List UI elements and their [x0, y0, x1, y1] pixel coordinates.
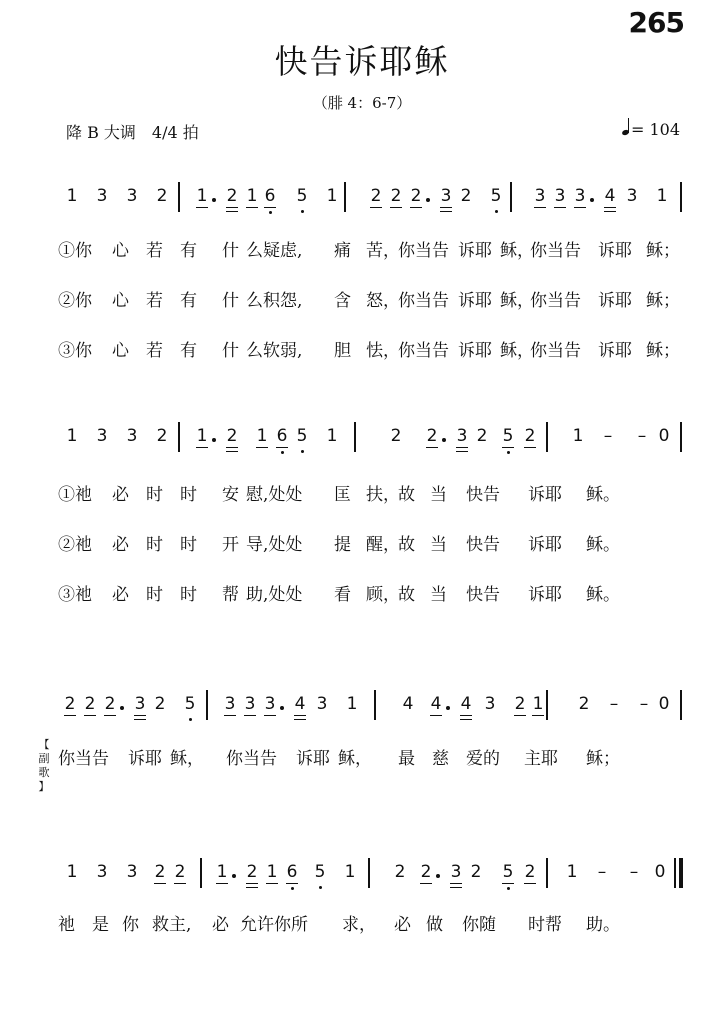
- note-number: 4: [402, 694, 414, 714]
- augmentation-dot: [120, 706, 124, 710]
- underline-eighth: [450, 883, 462, 884]
- lyric-word: 怯，: [366, 341, 400, 361]
- lyric-word: 稣；: [586, 749, 620, 769]
- augmentation-dot: [446, 706, 450, 710]
- lyric-word: 你当告: [398, 291, 449, 311]
- chorus-tag-open: 【: [38, 738, 50, 751]
- note-number: 5: [488, 186, 504, 208]
- underline-eighth: [246, 883, 258, 884]
- note-number: 0: [658, 426, 670, 446]
- note-number: 2: [390, 426, 402, 446]
- note-number: 1: [656, 186, 668, 206]
- lyric-word: 快告: [466, 585, 500, 605]
- lyric-word: 诉耶: [458, 241, 492, 261]
- dash-sustain: –: [609, 694, 619, 714]
- underline-sixteenth: [294, 719, 306, 720]
- final-bar-line-thin: [674, 858, 676, 888]
- note-number: 1: [326, 186, 338, 206]
- lyric-word: 最: [398, 749, 415, 769]
- note-number: 3: [224, 694, 236, 714]
- lyric-word: 当: [430, 485, 447, 505]
- lyric-word: 故: [398, 535, 415, 555]
- underline-eighth: [440, 207, 452, 208]
- lyric-word: 心: [112, 341, 129, 361]
- underline-eighth: [174, 883, 186, 884]
- augmentation-dot: [442, 438, 446, 442]
- lyric-word: 么疑虑,: [246, 241, 303, 261]
- lyric-word: 时帮: [528, 915, 562, 935]
- underline-sixteenth: [134, 719, 146, 720]
- lyric-word: 诉耶: [528, 585, 562, 605]
- lyric-word: 你当告: [398, 341, 449, 361]
- lyric-word: 慰,处处: [246, 485, 303, 505]
- lyric-word: 祂: [58, 915, 75, 935]
- note-number: 1: [66, 426, 78, 446]
- lyric-word: 做: [426, 915, 443, 935]
- underline-eighth: [256, 447, 268, 448]
- note-number: 4: [602, 186, 618, 208]
- note-number: 2: [420, 862, 432, 882]
- note-number: 3: [438, 186, 454, 208]
- lyric-word: 心: [112, 291, 129, 311]
- underline-sixteenth: [456, 451, 468, 452]
- underline-eighth: [604, 207, 616, 208]
- underline-sixteenth: [604, 211, 616, 212]
- note-number: 1: [216, 862, 228, 882]
- lyric-word: ②你: [58, 291, 92, 311]
- note-number: 2: [156, 426, 168, 446]
- underline-eighth: [502, 883, 514, 884]
- underline-eighth: [410, 207, 422, 208]
- key-signature: 降 B 大调 4/4 拍: [66, 123, 199, 142]
- note-number: 3: [96, 186, 108, 206]
- note-number: 2: [476, 426, 488, 446]
- notation-line-2: [56, 416, 686, 448]
- note-number: 4: [292, 694, 308, 716]
- lyric-word: 胆: [334, 341, 351, 361]
- lyric-word: 主耶: [524, 749, 558, 769]
- lyric-word: 你当告: [226, 749, 277, 769]
- note-number: 3: [626, 186, 638, 206]
- underline-eighth: [246, 207, 258, 208]
- lyric-word: 若: [146, 341, 163, 361]
- lyric-word: 允许你所: [240, 915, 308, 935]
- lyric-word: 若: [146, 291, 163, 311]
- lyric-word: ①你: [58, 241, 92, 261]
- underline-eighth: [134, 715, 146, 716]
- dash-sustain: –: [639, 694, 649, 714]
- lyric-word: 痛: [334, 241, 351, 261]
- note-number: 3: [126, 186, 138, 206]
- lyric-word: 你当告: [58, 749, 109, 769]
- underline-eighth: [294, 715, 306, 716]
- lyric-word: 诉耶: [458, 341, 492, 361]
- note-number: 6: [262, 186, 278, 208]
- notation-line-1: [56, 176, 686, 208]
- lyric-word: 助,处处: [246, 585, 303, 605]
- note-number: 2: [154, 862, 166, 882]
- lyric-word: 时: [180, 485, 197, 505]
- lyric-line-2-1: [0, 480, 724, 504]
- lyric-word: ③你: [58, 341, 92, 361]
- underline-eighth: [456, 447, 468, 448]
- lyric-word: 时: [146, 535, 163, 555]
- notation-line-4: [56, 852, 686, 884]
- note-number: 2: [224, 186, 240, 208]
- lyric-word: 稣，: [500, 341, 534, 361]
- note-number: 3: [448, 862, 464, 884]
- lyric-word: 稣；: [646, 341, 680, 361]
- lyric-word: 快告: [466, 485, 500, 505]
- bar-line: [354, 422, 356, 452]
- augmentation-dot: [280, 706, 284, 710]
- lyric-word: 爱的: [466, 749, 500, 769]
- lyric-word: 求，: [342, 915, 376, 935]
- lyric-word: 心: [112, 241, 129, 261]
- underline-sixteenth: [226, 211, 238, 212]
- underline-eighth: [64, 715, 76, 716]
- lyric-word: 安: [222, 485, 239, 505]
- lyric-line-1-2: [0, 286, 724, 310]
- underline-eighth: [390, 207, 402, 208]
- bar-line: [178, 422, 180, 452]
- note-number: 5: [500, 426, 516, 448]
- lyric-word: 看: [334, 585, 351, 605]
- note-number: 6: [284, 862, 300, 884]
- underline-eighth: [426, 447, 438, 448]
- underline-eighth: [524, 447, 536, 448]
- note-number: 2: [470, 862, 482, 882]
- note-stem-icon: [628, 118, 629, 133]
- lyric-word: 时: [146, 485, 163, 505]
- augmentation-dot: [436, 874, 440, 878]
- bar-line: [200, 858, 202, 888]
- underline-eighth: [244, 715, 256, 716]
- lyric-word: 必: [112, 535, 129, 555]
- note-number: 2: [370, 186, 382, 206]
- note-number: 3: [126, 426, 138, 446]
- underline-sixteenth: [450, 887, 462, 888]
- lyric-word: 么积怨,: [246, 291, 303, 311]
- lyric-word: 稣，: [338, 749, 372, 769]
- underline-eighth: [154, 883, 166, 884]
- note-number: 3: [534, 186, 546, 206]
- augmentation-dot: [232, 874, 236, 878]
- underline-eighth: [286, 883, 298, 884]
- note-number: 2: [514, 694, 526, 714]
- note-number: 3: [264, 694, 276, 714]
- lyric-word: 匡: [334, 485, 351, 505]
- lyric-word: 稣，: [500, 241, 534, 261]
- augmentation-dot: [212, 198, 216, 202]
- note-number: 3: [96, 862, 108, 882]
- lyric-word: 开: [222, 535, 239, 555]
- note-number: 1: [66, 186, 78, 206]
- lyric-word: 你: [122, 915, 139, 935]
- note-number: 2: [390, 186, 402, 206]
- note-number: 1: [196, 426, 208, 446]
- bar-line: [546, 690, 548, 720]
- lyric-word: 时: [146, 585, 163, 605]
- underline-sixteenth: [226, 451, 238, 452]
- lyric-word: 有: [180, 241, 197, 261]
- note-number: 3: [244, 694, 256, 714]
- lyric-word: 诉耶: [528, 485, 562, 505]
- note-number: 1: [256, 426, 268, 446]
- dash-sustain: –: [637, 426, 647, 446]
- note-number: 3: [554, 186, 566, 206]
- lyric-line-4-1: [0, 910, 724, 934]
- underline-sixteenth: [246, 887, 258, 888]
- note-number: 2: [524, 862, 536, 882]
- lyric-word: 顾，: [366, 585, 400, 605]
- final-bar-line-thick: [679, 858, 683, 888]
- underline-sixteenth: [460, 719, 472, 720]
- underline-eighth: [276, 447, 288, 448]
- underline-eighth: [430, 715, 442, 716]
- underline-eighth: [84, 715, 96, 716]
- bar-line: [546, 858, 548, 888]
- underline-eighth: [502, 447, 514, 448]
- note-number: 2: [64, 694, 76, 714]
- note-number: 2: [154, 694, 166, 714]
- bar-line: [344, 182, 346, 212]
- bar-line: [680, 182, 682, 212]
- lyric-line-2-2: [0, 530, 724, 554]
- lyric-word: 慈: [432, 749, 449, 769]
- underline-eighth: [264, 715, 276, 716]
- underline-eighth: [532, 715, 544, 716]
- note-number: 2: [426, 426, 438, 446]
- dash-sustain: –: [597, 862, 607, 882]
- lyric-word: 怒，: [366, 291, 400, 311]
- lyric-line-1-1: [0, 236, 724, 260]
- lyric-word: 稣，: [500, 291, 534, 311]
- lyric-word: 助。: [586, 915, 620, 935]
- notation-line-3: [56, 684, 686, 716]
- underline-eighth: [226, 447, 238, 448]
- chorus-tag-char-2: 歌: [38, 766, 50, 779]
- lyric-word: 有: [180, 291, 197, 311]
- underline-sixteenth: [440, 211, 452, 212]
- underline-eighth: [196, 207, 208, 208]
- lyric-line-1-3: [0, 336, 724, 360]
- note-number: 2: [460, 186, 472, 206]
- bar-line: [206, 690, 208, 720]
- note-number: 5: [182, 694, 198, 716]
- chorus-tag-close: 】: [38, 780, 50, 793]
- note-number: 2: [224, 426, 240, 448]
- note-number: 6: [274, 426, 290, 448]
- note-number: 1: [66, 862, 78, 882]
- lyric-word: 有: [180, 341, 197, 361]
- lyric-word: 稣；: [646, 241, 680, 261]
- note-number: 1: [266, 862, 278, 882]
- note-number: 1: [196, 186, 208, 206]
- note-number: 2: [244, 862, 260, 884]
- augmentation-dot: [212, 438, 216, 442]
- lyric-word: 什: [222, 341, 239, 361]
- lyric-word: 什: [222, 241, 239, 261]
- song-title: 快告诉耶稣: [274, 42, 450, 81]
- lyric-word: 诉耶: [598, 241, 632, 261]
- lyric-word: 你当告: [398, 241, 449, 261]
- lyric-word: 你当告: [530, 341, 581, 361]
- note-number: 5: [500, 862, 516, 884]
- lyric-word: 必: [112, 585, 129, 605]
- underline-eighth: [514, 715, 526, 716]
- underline-eighth: [574, 207, 586, 208]
- note-number: 1: [346, 694, 358, 714]
- underline-eighth: [226, 207, 238, 208]
- note-number: 1: [326, 426, 338, 446]
- underline-eighth: [224, 715, 236, 716]
- augmentation-dot: [590, 198, 594, 202]
- lyric-word: 稣。: [586, 585, 620, 605]
- underline-eighth: [524, 883, 536, 884]
- note-number: 5: [294, 186, 310, 208]
- lyric-word: 诉耶: [528, 535, 562, 555]
- lyric-word: 故: [398, 485, 415, 505]
- note-number: 0: [654, 862, 666, 882]
- lyric-word: 帮: [222, 585, 239, 605]
- underline-eighth: [534, 207, 546, 208]
- note-number: 3: [484, 694, 496, 714]
- lyric-word: 提: [334, 535, 351, 555]
- lyric-word: 必: [112, 485, 129, 505]
- lyric-word: 时: [180, 535, 197, 555]
- note-number: 1: [246, 186, 258, 206]
- note-number: 1: [572, 426, 584, 446]
- bar-line: [178, 182, 180, 212]
- scripture-reference: （腓 4：6-7）: [312, 94, 412, 112]
- lyric-word: ①祂: [58, 485, 92, 505]
- note-number: 3: [96, 426, 108, 446]
- underline-eighth: [264, 207, 276, 208]
- dash-sustain: –: [603, 426, 613, 446]
- tempo-marking: [622, 120, 680, 139]
- note-number: 3: [574, 186, 586, 206]
- bar-line: [680, 422, 682, 452]
- lyric-word: 稣，: [170, 749, 204, 769]
- bar-line: [680, 690, 682, 720]
- note-number: 4: [458, 694, 474, 716]
- lyric-word: 当: [430, 585, 447, 605]
- underline-eighth: [460, 715, 472, 716]
- underline-eighth: [420, 883, 432, 884]
- lyric-word: 是: [92, 915, 109, 935]
- lyric-word: 救主,: [152, 915, 192, 935]
- note-number: 2: [104, 694, 116, 714]
- bar-line: [374, 690, 376, 720]
- underline-eighth: [104, 715, 116, 716]
- note-number: 3: [454, 426, 470, 448]
- lyric-word: 当: [430, 535, 447, 555]
- lyric-word: 必: [394, 915, 411, 935]
- lyric-word: 故: [398, 585, 415, 605]
- lyric-word: ②祂: [58, 535, 92, 555]
- note-number: 1: [344, 862, 356, 882]
- lyric-word: ③祂: [58, 585, 92, 605]
- note-number: 1: [566, 862, 578, 882]
- lyric-word: 你随: [462, 915, 496, 935]
- chorus-tag-char-1: 副: [38, 752, 50, 765]
- lyric-word: 快告: [466, 535, 500, 555]
- note-number: 4: [430, 694, 442, 714]
- lyric-word: 苦，: [366, 241, 400, 261]
- bar-line: [368, 858, 370, 888]
- lyric-word: 诉耶: [598, 291, 632, 311]
- lyric-word: 醒，: [366, 535, 400, 555]
- lyric-word: 诉耶: [128, 749, 162, 769]
- note-number: 1: [532, 694, 544, 714]
- lyric-word: 若: [146, 241, 163, 261]
- note-number: 2: [174, 862, 186, 882]
- augmentation-dot: [426, 198, 430, 202]
- lyric-word: 你当告: [530, 291, 581, 311]
- note-number: 3: [126, 862, 138, 882]
- underline-eighth: [196, 447, 208, 448]
- lyric-word: 诉耶: [296, 749, 330, 769]
- note-number: 5: [294, 426, 310, 448]
- note-number: 2: [84, 694, 96, 714]
- lyric-word: 时: [180, 585, 197, 605]
- lyric-line-2-3: [0, 580, 724, 604]
- lyric-word: 导,处处: [246, 535, 303, 555]
- lyric-word: 么软弱,: [246, 341, 303, 361]
- underline-eighth: [554, 207, 566, 208]
- note-number: 2: [394, 862, 406, 882]
- bar-line: [510, 182, 512, 212]
- note-number: 2: [156, 186, 168, 206]
- lyric-word: 稣。: [586, 535, 620, 555]
- lyric-word: 什: [222, 291, 239, 311]
- lyric-word: 你当告: [530, 241, 581, 261]
- note-number: 2: [578, 694, 590, 714]
- underline-eighth: [266, 883, 278, 884]
- underline-eighth: [370, 207, 382, 208]
- page-number: 265: [628, 6, 684, 39]
- lyric-word: 含: [334, 291, 351, 311]
- dash-sustain: –: [629, 862, 639, 882]
- underline-eighth: [216, 883, 228, 884]
- note-number: 5: [312, 862, 328, 884]
- note-number: 3: [316, 694, 328, 714]
- lyric-word: 扶，: [366, 485, 400, 505]
- lyric-word: 诉耶: [598, 341, 632, 361]
- lyric-word: 必: [212, 915, 229, 935]
- note-number: 2: [410, 186, 422, 206]
- bar-line: [546, 422, 548, 452]
- lyric-word: 稣；: [646, 291, 680, 311]
- note-number: 2: [524, 426, 536, 446]
- tempo-value: = 104: [630, 120, 680, 139]
- lyric-word: 稣。: [586, 485, 620, 505]
- lyric-line-3-1: [0, 744, 724, 768]
- note-number: 0: [658, 694, 670, 714]
- lyric-word: 诉耶: [458, 291, 492, 311]
- note-number: 3: [132, 694, 148, 716]
